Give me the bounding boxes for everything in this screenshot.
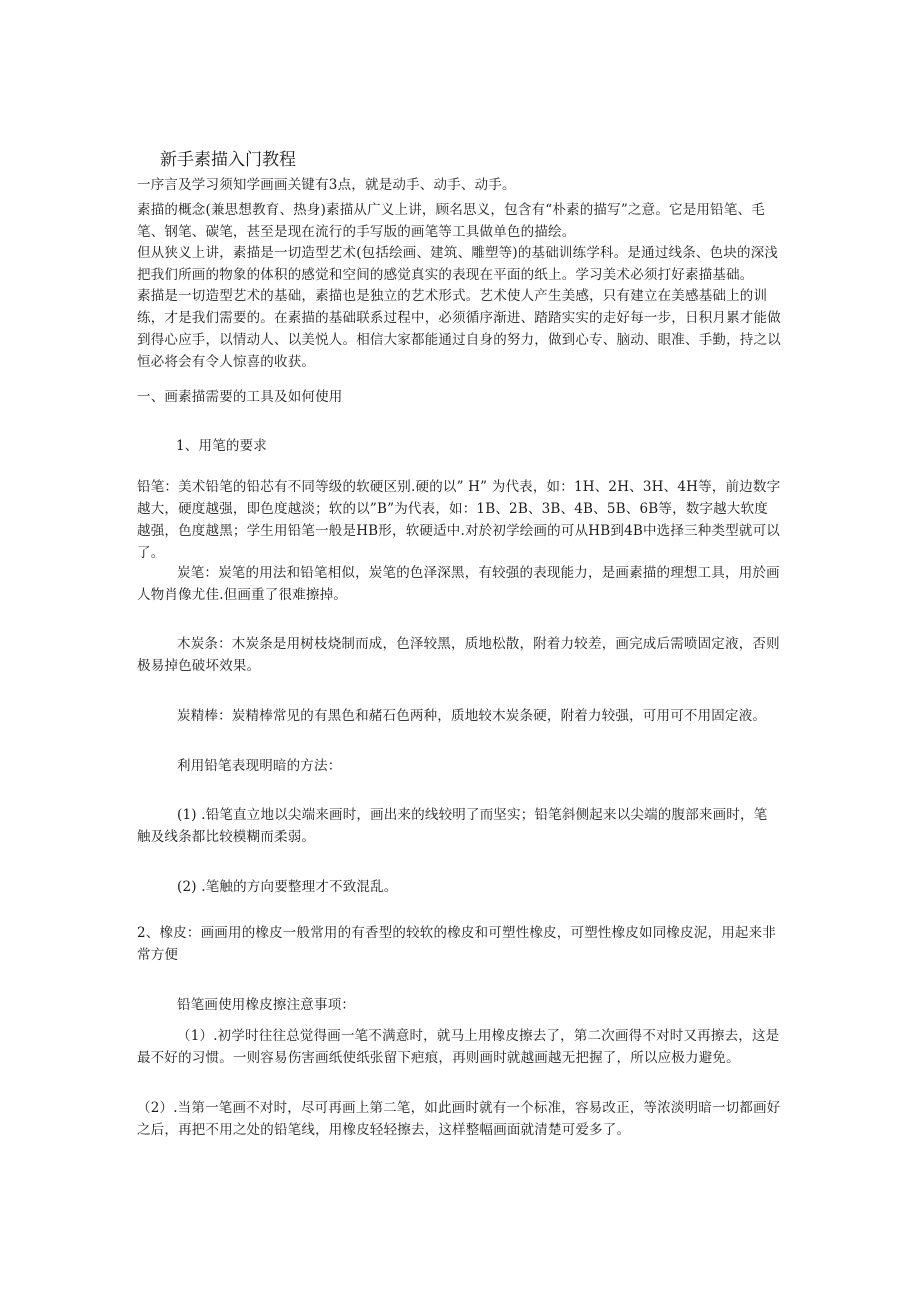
section-heading-tools: 一、画素描需要的工具及如何使用 <box>137 389 343 405</box>
paragraph-charcoal-pencil: 炭笔：炭笔的用法和铅笔相似，炭笔的色泽深黑，有较强的表现能力，是画素描的理想工具，用於画人物肖像尤佳.但画重了很难擦掉。 <box>137 565 780 603</box>
paragraph-carbon-rod: 炭精棒：炭精棒常见的有黑色和赭石色两种，质地较木炭条硬，附着力较强，可用可不用固定液。 <box>177 708 767 724</box>
paragraph-charcoal-stick: 木炭条：木炭条是用树枝烧制而成，色泽较黑，质地松散，附着力较差，画完成后需喷固定液，否则极易掉色破坏效果。 <box>137 636 780 674</box>
paragraph-eraser-notes: 铅笔画使用橡皮擦注意事项： <box>177 997 356 1013</box>
document-title: 新手素描入门教程 <box>160 150 296 170</box>
paragraph-method-2: (2) .笔触的方向要整理才不致混乱。 <box>177 879 398 895</box>
paragraph-eraser-note-1: （1）.初学时往往总觉得画一笔不满意时，就马上用橡皮擦去了，第二次画得不对时又再擦去，这是最不好的习惯。一则容易伤害画纸使纸张留下疤痕，再则画时就越画越无把握了，所以应极力避免。 <box>137 1028 780 1066</box>
subheading-pen-requirements: 1、用笔的要求 <box>176 438 267 454</box>
paragraph-shading-method: 利用铅笔表现明暗的方法： <box>177 758 342 774</box>
paragraph-foundation: 素描是一切造型艺术的基础，素描也是独立的艺术形式。艺术使人产生美感，只有建立在美感基础上的训练，才是我们需要的。在素描的基础联系过程中，必须循序渐进、踏踏实实的走好每一步，日积月累才能做到得心应手，以情动人、以美悦人。相信大家都能通过自身的努力，做到心专、脑动、眼准、手勤，持之以恒必将会有令人惊喜的收获。 <box>137 288 781 370</box>
paragraph-narrow-definition: 但从狭义上讲，素描是一切造型艺术(包括绘画、建筑、雕塑等)的基础训练学科。是通过线条、色块的深浅把我们所画的物象的体积的感觉和空间的感觉真实的表现在平面的纸上。学习美术必须打好素描基础。 <box>137 245 779 283</box>
paragraph-eraser-note-2: （2）.当第一笔画不对时，尽可再画上第二笔，如此画时就有一个标准，容易改正，等浓淡明暗一切都画好之后，再把不用之处的铅笔线，用橡皮轻轻擦去，这样整幅画面就清楚可爱多了。 <box>137 1100 781 1138</box>
paragraph-eraser: 2、橡皮：画画用的橡皮一般常用的有香型的较软的橡皮和可塑性橡皮，可塑性橡皮如同橡皮泥，用起来非常方便 <box>137 925 776 963</box>
intro-line: 一序言及学习须知学画画关键有3点，就是动手、动手、动手。 <box>137 177 516 193</box>
paragraph-sketch-concept: 素描的概念(兼思想教育、热身)素描从广义上讲，顾名思义，包含有“朴素的描写”之意。它是用铅笔、毛笔、钢笔、碳笔，甚至是现在流行的手写版的画笔等工具做单色的描绘。 <box>137 202 765 240</box>
paragraph-method-1: (1) .铅笔直立地以尖端来画时，画出来的线较明了而坚实；铅笔斜侧起来以尖端的腹部来画时，笔触及线条都比较模糊而柔弱。 <box>137 807 768 845</box>
paragraph-pencil: 铅笔：美术铅笔的铅芯有不同等级的软硬区别.硬的以” H” 为代表，如：1H、2H、3H、4H等，前边数字越大，硬度越强，即色度越淡；软的以”B”为代表，如：1B、2B、3B、4B、5B、6B等，数字越大软度越强，色度越黑；学生用铅笔一般是HB形，软硬适中.对於初学绘画的可从HB到4B中选择三种类型就可以了。 <box>137 479 781 561</box>
